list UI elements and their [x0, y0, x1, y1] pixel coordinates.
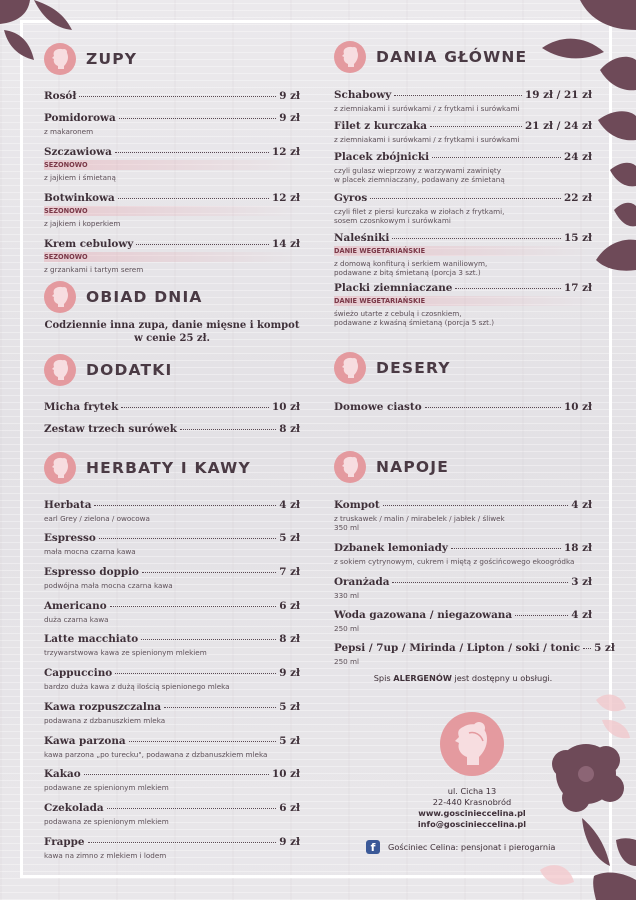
- item-price: 14 zł: [272, 238, 300, 250]
- woman-profile-icon: [44, 281, 76, 313]
- item-name: Pomidorowa: [44, 112, 116, 124]
- item-description: czyli filet z piersi kurczaka w ziołach z frytkami,: [334, 207, 505, 216]
- item-price: 6 zł: [279, 600, 300, 612]
- item-description: z sokiem cytrynowym, cukrem i miętą z gościńcowego ekoogródka: [334, 557, 575, 566]
- menu-item-gyros: [334, 192, 592, 225]
- item-name: Kompot: [334, 499, 380, 511]
- menu-item-oranzada: [334, 576, 592, 600]
- facebook-link[interactable]: [366, 840, 555, 854]
- item-description: podawane ze spienionym mlekiem: [44, 783, 169, 792]
- item-name: Oranżada: [334, 576, 390, 588]
- menu-item-kakao: [44, 768, 300, 792]
- item-price: 9 zł: [279, 667, 300, 679]
- item-description: z grzankami i tartym serem: [44, 265, 144, 274]
- menu-item-frappe: [44, 836, 300, 860]
- item-price: 5 zł: [279, 701, 300, 713]
- item-price: 4 zł: [571, 499, 592, 511]
- item-description: podwójna mała mocna czarna kawa: [44, 581, 173, 590]
- menu-item-espresso-doppio: [44, 566, 300, 590]
- menu-item-filet-z-kurczaka: [334, 120, 592, 144]
- item-description: podawana ze spienionym mlekiem: [44, 817, 169, 826]
- menu-item-americano: [44, 600, 300, 624]
- item-name: Kawa parzona: [44, 735, 126, 747]
- woman-profile-icon: [334, 352, 366, 384]
- item-name: Rosół: [44, 90, 77, 102]
- item-description: bardzo duża kawa z dużą ilością spienionego mleka: [44, 682, 230, 691]
- item-price: 9 zł: [279, 836, 300, 848]
- menu-item-kawa-parzona: [44, 735, 300, 759]
- item-description: mała mocna czarna kawa: [44, 547, 136, 556]
- item-price: 8 zł: [279, 633, 300, 645]
- item-price: 22 zł: [564, 192, 592, 204]
- daily-lunch-line2: w cenie 25 zł.: [134, 333, 210, 344]
- menu-item-kompot: [334, 499, 592, 532]
- allergen-note-bold: ALERGENÓW: [393, 673, 452, 683]
- menu-item-rosol: [44, 90, 300, 102]
- item-price: 7 zł: [279, 566, 300, 578]
- item-price: 6 zł: [279, 802, 300, 814]
- item-description-2: sosem czosnkowym i surówkami: [334, 216, 451, 225]
- item-name: Szczawiowa: [44, 146, 112, 158]
- item-name: Micha frytek: [44, 401, 119, 413]
- menu-item-domowe-ciasto: [334, 401, 592, 413]
- item-price: 4 zł: [571, 609, 592, 621]
- item-name: Latte macchiato: [44, 633, 139, 645]
- section-title-text: HERBATY I KAWY: [86, 459, 251, 477]
- contact-info: [334, 786, 610, 830]
- item-price: 8 zł: [279, 423, 300, 435]
- item-name: Kawa rozpuszczalna: [44, 701, 162, 713]
- item-name: Woda gazowana / niegazowana: [334, 609, 513, 621]
- item-name: Placek zbójnicki: [334, 151, 430, 163]
- menu-item-woda: [334, 609, 592, 633]
- menu-item-napoje-gazowane: [334, 642, 615, 666]
- menu-item-latte-macchiato: [44, 633, 300, 657]
- item-name: Zestaw trzech surówek: [44, 423, 177, 435]
- section-title-text: DODATKI: [86, 361, 173, 379]
- menu-item-schabowy: [334, 89, 592, 113]
- menu-item-micha-frytek: [44, 401, 300, 413]
- item-description: podawana z dzbanuszkiem mleka: [44, 716, 166, 725]
- item-price: 10 zł: [272, 401, 300, 413]
- menu-item-nalesniki: [334, 232, 592, 277]
- item-price: 18 zł: [564, 542, 592, 554]
- menu-item-herbata: [44, 499, 300, 523]
- item-price: 9 zł: [279, 90, 300, 102]
- website-link[interactable]: www.goscinieccelina.pl: [418, 808, 526, 818]
- item-price: 9 zł: [279, 112, 300, 124]
- item-name: Pepsi / 7up / Mirinda / Lipton / soki / tonic: [334, 642, 581, 654]
- menu-item-kawa-rozpuszczalna: [44, 701, 300, 725]
- item-description-2: w placek ziemniaczany, podawany ze śmietaną: [334, 175, 505, 184]
- item-description: świeżo utarte z cebulą i czosnkiem,: [334, 309, 462, 318]
- vegetarian-tag: DANIE WEGETARIAŃSKIE: [334, 296, 592, 306]
- item-description: kawa na zimno z mlekiem i lodem: [44, 851, 167, 860]
- menu-item-botwinkowa: [44, 192, 300, 228]
- menu-item-szczawiowa: [44, 146, 300, 182]
- item-name: Kakao: [44, 768, 81, 780]
- facebook-icon: f: [366, 840, 380, 854]
- section-title-napoje: [334, 451, 449, 483]
- item-description-2: podawane z bitą śmietaną (porcja 3 szt.): [334, 268, 481, 277]
- item-description: z ziemniakami i surówkami / z frytkami i surówkami: [334, 104, 520, 113]
- menu-item-cappuccino: [44, 667, 300, 691]
- section-title-dania-glowne: [334, 41, 527, 73]
- section-title-herbaty-i-kawy: [44, 452, 251, 484]
- menu-item-placki-ziemniaczane: [334, 282, 592, 327]
- section-title-text: NAPOJE: [376, 458, 450, 476]
- item-description: z domową konfiturą i serkiem waniliowym,: [334, 259, 488, 268]
- item-name: Botwinkowa: [44, 192, 115, 204]
- item-description: z ziemniakami i surówkami / z frytkami i surówkami: [334, 135, 520, 144]
- item-name: Espresso: [44, 532, 96, 544]
- email-link[interactable]: info@goscinieccelina.pl: [417, 819, 527, 829]
- seasonal-tag: SEZONOWO: [44, 252, 300, 262]
- item-price: 15 zł: [564, 232, 592, 244]
- daily-lunch-line1: Codziennie inna zupa, danie mięsne i kompot: [44, 320, 300, 331]
- item-price: 12 zł: [272, 146, 300, 158]
- item-price: 4 zł: [279, 499, 300, 511]
- item-volume: 250 ml: [334, 657, 360, 666]
- allergen-note-post: jest dostępny u obsługi.: [451, 673, 553, 683]
- allergen-note-pre: Spis: [373, 673, 394, 683]
- item-name: Naleśniki: [334, 232, 390, 244]
- section-title-text: DESERY: [376, 359, 451, 377]
- address-street: ul. Cicha 13: [447, 786, 497, 796]
- seasonal-tag: SEZONOWO: [44, 206, 300, 216]
- item-name: Krem cebulowy: [44, 238, 134, 250]
- daily-lunch-description: [44, 319, 300, 345]
- menu-item-dzbanek-lemoniady: [334, 542, 592, 566]
- item-name: Domowe ciasto: [334, 401, 422, 413]
- menu-item-espresso: [44, 532, 300, 556]
- address-city: 22-440 Krasnobród: [432, 797, 512, 807]
- item-price: 10 zł: [564, 401, 592, 413]
- section-title-text: OBIAD DNIA: [86, 288, 203, 306]
- item-volume: 250 ml: [334, 624, 360, 633]
- item-description: duża czarna kawa: [44, 615, 109, 624]
- woman-profile-icon: [334, 451, 366, 483]
- section-title-zupy: [44, 43, 137, 75]
- seasonal-tag: SEZONOWO: [44, 160, 300, 170]
- woman-profile-icon: [44, 354, 76, 386]
- section-title-obiad-dnia: [44, 281, 203, 313]
- item-description: czyli gulasz wieprzowy z warzywami zawinięty: [334, 166, 501, 175]
- item-price: 12 zł: [272, 192, 300, 204]
- item-description: earl Grey / zielona / owocowa: [44, 514, 150, 523]
- item-price: 21 zł / 24 zł: [525, 120, 592, 132]
- item-price: 24 zł: [564, 151, 592, 163]
- woman-profile-icon: [44, 43, 76, 75]
- woman-profile-icon: [44, 452, 76, 484]
- item-description: trzywarstwowa kawa ze spienionym mlekiem: [44, 648, 207, 657]
- item-name: Espresso doppio: [44, 566, 139, 578]
- item-name: Gyros: [334, 192, 368, 204]
- item-description: z truskawek / malin / mirabelek / jabłek / śliwek: [334, 514, 505, 523]
- item-name: Czekolada: [44, 802, 104, 814]
- item-price: 3 zł: [571, 576, 592, 588]
- woman-profile-icon: [334, 41, 366, 73]
- item-price: 5 zł: [279, 735, 300, 747]
- item-name: Dzbanek lemoniady: [334, 542, 448, 554]
- item-volume: 330 ml: [334, 591, 360, 600]
- menu-item-placek-zbojnicki: [334, 151, 592, 184]
- section-title-desery: [334, 352, 451, 384]
- item-description: z makaronem: [44, 127, 94, 136]
- item-name: Americano: [44, 600, 107, 612]
- item-volume: 350 ml: [334, 523, 360, 532]
- item-price: 5 zł: [594, 642, 615, 654]
- vegetarian-tag: DANIE WEGETARIAŃSKIE: [334, 246, 592, 256]
- item-name: Placki ziemniaczane: [334, 282, 453, 294]
- logo-woman-profile-icon: [439, 711, 505, 777]
- item-name: Herbata: [44, 499, 92, 511]
- item-description: z jajkiem i koperkiem: [44, 219, 121, 228]
- menu-item-krem-cebulowy: [44, 238, 300, 274]
- section-title-dodatki: [44, 354, 172, 386]
- item-description: kawa parzona „po turecku", podawana z dzbanuszkiem mleka: [44, 750, 268, 759]
- item-price: 17 zł: [564, 282, 592, 294]
- item-name: Cappuccino: [44, 667, 113, 679]
- item-price: 10 zł: [272, 768, 300, 780]
- facebook-label: Gościniec Celina: pensjonat i pierogarnia: [388, 842, 556, 852]
- item-price: 5 zł: [279, 532, 300, 544]
- item-name: Frappe: [44, 836, 85, 848]
- item-description: z jajkiem i śmietaną: [44, 173, 116, 182]
- item-description-2: podawane z kwaśną śmietaną (porcja 5 szt.): [334, 318, 495, 327]
- section-title-text: ZUPY: [86, 50, 138, 68]
- item-name: Schabowy: [334, 89, 392, 101]
- menu-item-zestaw-surowek: [44, 423, 300, 435]
- item-price: 19 zł / 21 zł: [525, 89, 592, 101]
- menu-item-czekolada: [44, 802, 300, 826]
- menu-item-pomidorowa: [44, 112, 300, 136]
- section-title-text: DANIA GŁÓWNE: [376, 48, 528, 66]
- item-name: Filet z kurczaka: [334, 120, 427, 132]
- allergen-note: [334, 673, 592, 683]
